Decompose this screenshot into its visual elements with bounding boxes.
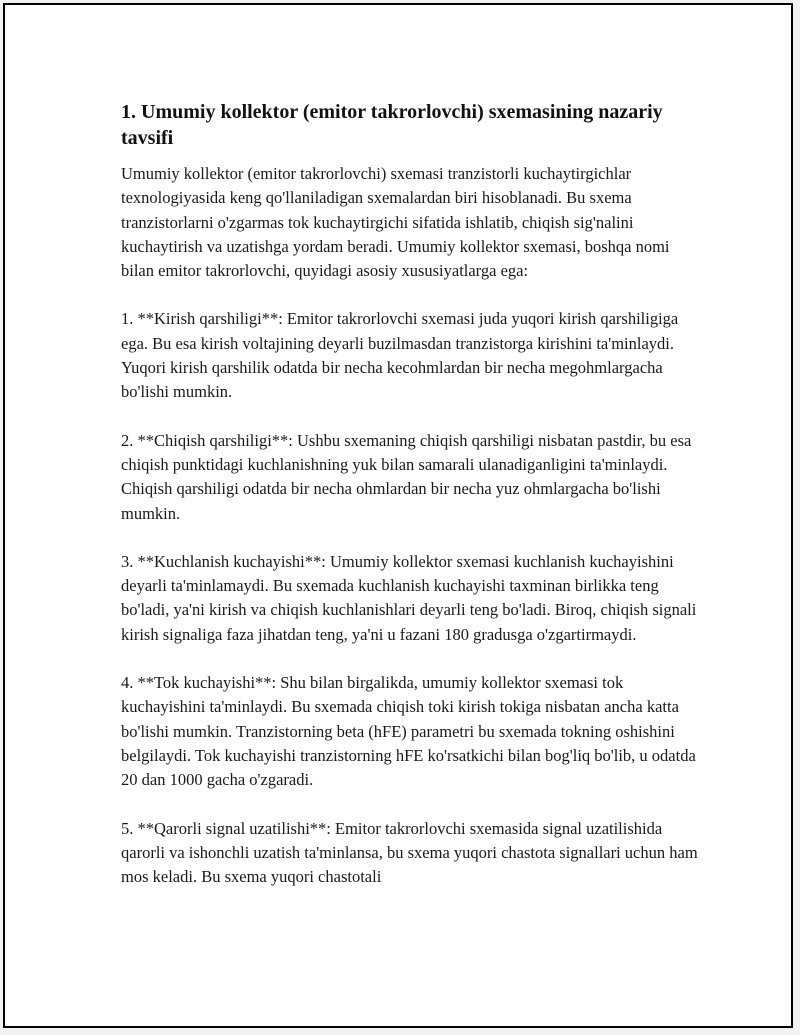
- paragraph-output-resistance: 2. **Chiqish qarshiligi**: Ushbu sxemaning chiqish qarshiligi nisbatan pastdir, bu esa chiqish punktidagi kuchlanishning yuk bilan samarali ulanadiganligini ta'minlaydi. Chiqish qarshiligi odatda bir necha ohmlardan bir necha yuz ohmlargacha bo'lishi mumkin.: [121, 430, 692, 523]
- paragraph-voltage-gain: 3. **Kuchlanish kuchayishi**: Umumiy kollektor sxemasi kuchlanish kuchayishini deyarli ta'minlamaydi. Bu sxemada kuchlanish kuchayishi taxminan birlikka teng bo'ladi, ya'ni kirish va chiqish kuchlanishlari deyarli teng bo'ladi. Biroq, chiqish signali kirish signaliga faza jihatdan teng, ya'ni u fazani 180 gradusga o'zgartirmaydi.: [121, 551, 697, 644]
- paragraph-intro: Umumiy kollektor (emitor takrorlovchi) sxemasi tranzistorli kuchaytirgichlar texnologiyasida keng qo'llaniladigan sxemalardan biri hisoblanadi. Bu sxema tranzistorlarni o'zgarmas tok kuchaytirgichi sifatida ishlatib, chiqish sig'nalini kuchaytirish va uzatishga yordam beradi. Umumiy kollektor sxemasi, boshqa nomi bilan emitor takrorlovchi, quyidagi asosiy xususiyatlarga ega:: [121, 164, 670, 281]
- document-heading: 1. Umumiy kollektor (emitor takrorlovchi) sxemasining nazariy tavsifi: [121, 101, 663, 149]
- paragraph-current-gain: 4. **Tok kuchayishi**: Shu bilan birgalikda, umumiy kollektor sxemasi tok kuchayishini ta'minlaydi. Bu sxemada chiqish toki kirish tokiga nisbatan ancha katta bo'lishi mumkin. Tranzistorning beta (hFE) parametri bu sxemada tokning oshishini belgilaydi. Tok kuchayishi tranzistorning hFE ko'rsatkichi bilan bog'liq bo'lib, u odatda 20 dan 1000 gacha o'zgaradi.: [121, 673, 696, 790]
- document-page: [3, 3, 793, 1028]
- document-content: [121, 99, 701, 913]
- paragraph-input-resistance: 1. **Kirish qarshiligi**: Emitor takrorlovchi sxemasi juda yuqori kirish qarshiligiga ega. Bu esa kirish voltajining deyarli buzilmasdan tranzistorga kirishini ta'minlaydi. Yuqori kirish qarshilik odatda bir necha kecohmlardan bir necha megohmlargacha bo'lishi mumkin.: [121, 309, 679, 402]
- paragraph-signal-transfer: 5. **Qarorli signal uzatilishi**: Emitor takrorlovchi sxemasida signal uzatilishida qarorli va ishonchli uzatish ta'minlansa, bu sxema yuqori chastota signallari uchun ham mos keladi. Bu sxema yuqori chastotali: [121, 818, 698, 887]
